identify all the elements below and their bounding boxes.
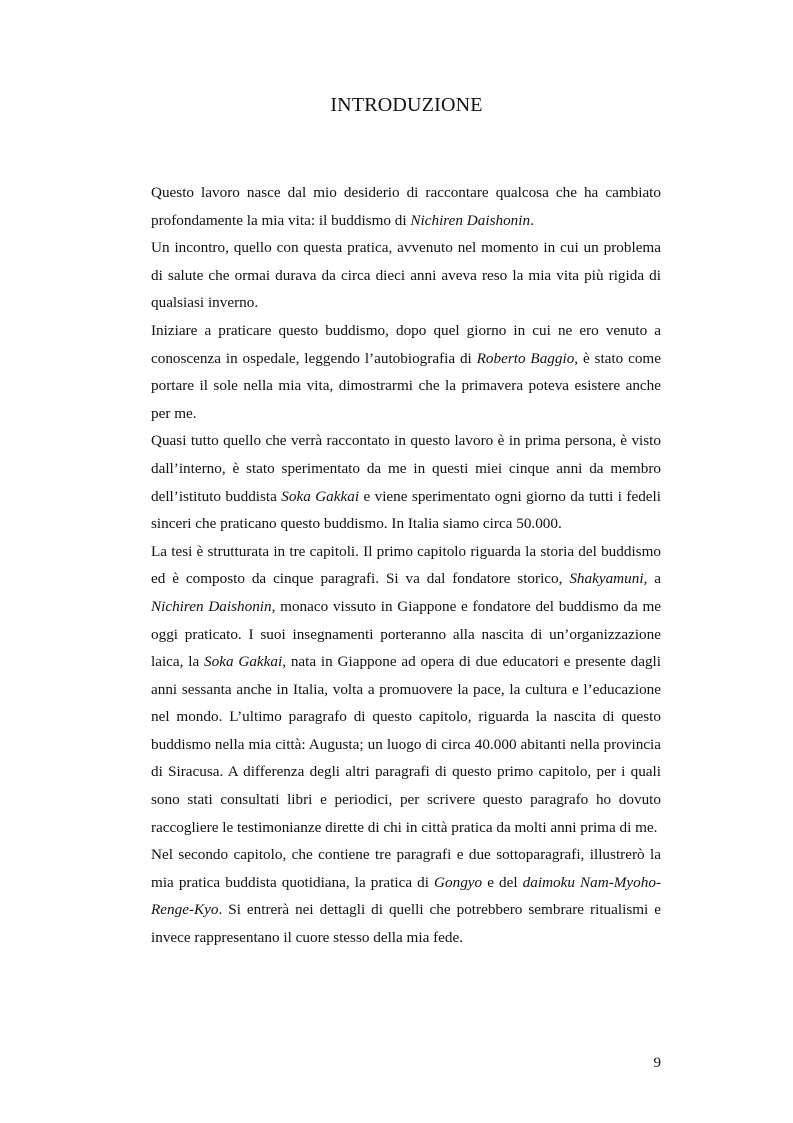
text-run: , è stato come portare il sole nella mia vita, dimostrarmi che la primavera poteva esistere anche per me. (151, 349, 661, 422)
text-run: Nel secondo capitolo, che contiene tre paragrafi e due sottoparagrafi, illustrerò la mia pratica buddista quotidiana, la pratica di (151, 846, 661, 891)
text-run: e viene sperimentato ogni giorno da tutti i fedeli sinceri che praticano questo buddismo. In Italia siamo circa 50.000. (151, 487, 661, 533)
text-run: Un incontro, quello con questa pratica, avvenuto nel momento in cui un problema di salute che ormai durava da circa dieci anni aveva reso la mia vita più rigida di qualsiasi inverno. (151, 239, 661, 312)
body-paragraph (151, 841, 661, 951)
text-run: Questo lavoro nasce dal mio desiderio di raccontare qualcosa che ha cambiato profondamente la mia vita: il buddismo di (151, 184, 661, 229)
text-run: , a (643, 570, 661, 588)
page-title: INTRODUZIONE (330, 94, 483, 116)
body-paragraph (151, 317, 661, 427)
body-text (151, 179, 661, 952)
text-run: , nata in Giappone ad opera di due educatori e presente dagli anni sessanta anche in Italia, volta a promuovere la pace, la cultura e l’educazione nel mondo. L’ultimo paragrafo di questo capitolo, riguarda la nascita di questo buddismo nella mia città: Augusta; un luogo di circa 40.000 abitanti nella provincia di Siracusa. A differenza degli altri paragrafi di questo primo capitolo, per i quali sono stati consultati libri e periodici, per scrivere questo paragrafo ho dovuto raccogliere le testimonianze dirette di chi in città pratica da molti anni prima di me. (151, 653, 661, 836)
body-paragraph (151, 234, 661, 317)
italic-term: Nichiren Daishonin (151, 597, 272, 615)
italic-term: daimoku Nam-Myoho-Renge-Kyo (151, 873, 662, 919)
italic-term: Gongyo (434, 873, 483, 891)
body-paragraph (151, 427, 661, 537)
body-paragraph (151, 179, 661, 234)
text-run: , monaco vissuto in Giappone e fondatore del buddismo da me oggi praticato. I suoi insegnamenti porteranno alla nascita di un’organizzazione laica, la (151, 597, 661, 671)
italic-term: Nichiren Daishonin (410, 211, 531, 229)
italic-term: Roberto Baggio (476, 349, 575, 367)
italic-term: Soka Gakkai (204, 653, 283, 671)
text-run: Iniziare a praticare questo buddismo, dopo quel giorno in cui ne ero venuto a conoscenza in ospedale, leggendo l’autobiografia di (151, 321, 661, 367)
text-run: Quasi tutto quello che verrà raccontato in questo lavoro è in prima persona, è visto dall’interno, è stato sperimentato da me in questi miei cinque anni da membro dell’istituto buddista (151, 432, 661, 505)
text-run: . Si entrerà nei dettagli di quelli che potrebbero sembrare ritualismi e invece rappresentano il cuore stesso della mia fede. (151, 901, 661, 947)
text-run: e del (482, 873, 523, 891)
italic-term: Soka Gakkai (281, 487, 360, 505)
text-run: . (530, 211, 534, 229)
page-number: 9 (653, 1055, 661, 1071)
text-run: La tesi è strutturata in tre capitoli. Il primo capitolo riguarda la storia del buddismo ed è composto da cinque paragrafi. Si va dal fondatore storico, (151, 542, 661, 588)
italic-term: Shakyamuni (569, 570, 644, 588)
body-paragraph (151, 538, 661, 842)
